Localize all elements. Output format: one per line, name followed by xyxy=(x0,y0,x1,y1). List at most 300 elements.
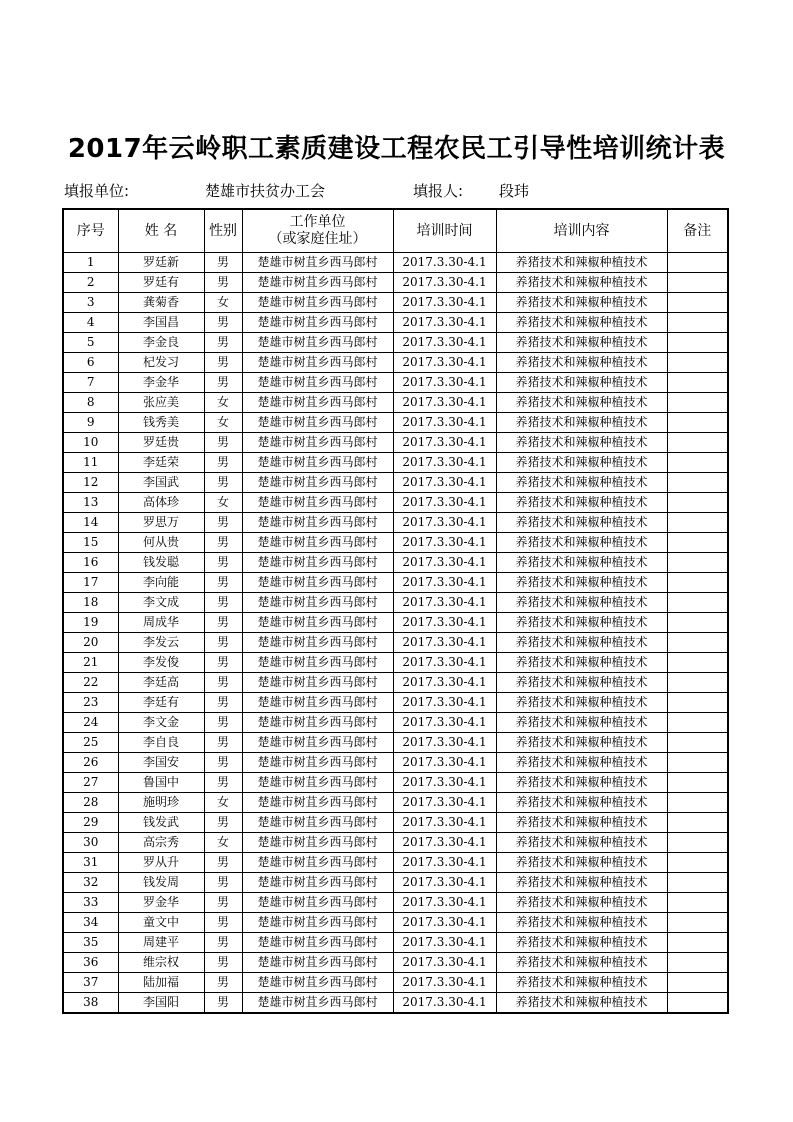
cell-no: 16 xyxy=(63,553,118,573)
cell-unit: 楚雄市树苴乡西马郎村 xyxy=(242,553,393,573)
cell-remark xyxy=(667,473,728,493)
cell-content: 养猪技术和辣椒种植技术 xyxy=(496,413,667,433)
cell-no: 20 xyxy=(63,633,118,653)
table-row xyxy=(63,313,728,333)
cell-remark xyxy=(667,653,728,673)
cell-sex: 男 xyxy=(204,593,242,613)
cell-unit: 楚雄市树苴乡西马郎村 xyxy=(242,773,393,793)
cell-name: 李国安 xyxy=(118,753,204,773)
cell-sex: 男 xyxy=(204,873,242,893)
cell-remark xyxy=(667,353,728,373)
cell-remark xyxy=(667,413,728,433)
cell-name: 童文中 xyxy=(118,913,204,933)
cell-content: 养猪技术和辣椒种植技术 xyxy=(496,633,667,653)
table-row xyxy=(63,293,728,313)
cell-no: 26 xyxy=(63,753,118,773)
cell-remark xyxy=(667,973,728,993)
cell-content: 养猪技术和辣椒种植技术 xyxy=(496,313,667,333)
table-row xyxy=(63,573,728,593)
cell-no: 19 xyxy=(63,613,118,633)
cell-name: 钱秀美 xyxy=(118,413,204,433)
cell-time: 2017.3.30-4.1 xyxy=(393,653,496,673)
table-row xyxy=(63,693,728,713)
table-row xyxy=(63,753,728,773)
cell-unit: 楚雄市树苴乡西马郎村 xyxy=(242,993,393,1014)
cell-content: 养猪技术和辣椒种植技术 xyxy=(496,873,667,893)
cell-name: 陆加福 xyxy=(118,973,204,993)
cell-name: 李文成 xyxy=(118,593,204,613)
cell-content: 养猪技术和辣椒种植技术 xyxy=(496,273,667,293)
cell-content: 养猪技术和辣椒种植技术 xyxy=(496,353,667,373)
cell-no: 27 xyxy=(63,773,118,793)
cell-content: 养猪技术和辣椒种植技术 xyxy=(496,733,667,753)
cell-no: 5 xyxy=(63,333,118,353)
cell-content: 养猪技术和辣椒种植技术 xyxy=(496,673,667,693)
cell-name: 龚菊香 xyxy=(118,293,204,313)
cell-content: 养猪技术和辣椒种植技术 xyxy=(496,473,667,493)
header-no: 序号 xyxy=(63,209,118,253)
table-row xyxy=(63,873,728,893)
cell-time: 2017.3.30-4.1 xyxy=(393,573,496,593)
cell-no: 31 xyxy=(63,853,118,873)
table-row xyxy=(63,633,728,653)
cell-content: 养猪技术和辣椒种植技术 xyxy=(496,753,667,773)
table-row xyxy=(63,973,728,993)
cell-time: 2017.3.30-4.1 xyxy=(393,793,496,813)
cell-sex: 男 xyxy=(204,913,242,933)
cell-no: 8 xyxy=(63,393,118,413)
table-row xyxy=(63,473,728,493)
cell-remark xyxy=(667,493,728,513)
cell-content: 养猪技术和辣椒种植技术 xyxy=(496,893,667,913)
table-row xyxy=(63,993,728,1014)
reporter-label: 填报人: xyxy=(413,182,464,200)
table-row xyxy=(63,833,728,853)
cell-name: 钱发聪 xyxy=(118,553,204,573)
cell-content: 养猪技术和辣椒种植技术 xyxy=(496,973,667,993)
cell-remark xyxy=(667,793,728,813)
cell-time: 2017.3.30-4.1 xyxy=(393,673,496,693)
cell-name: 高体珍 xyxy=(118,493,204,513)
cell-remark xyxy=(667,893,728,913)
cell-no: 15 xyxy=(63,533,118,553)
cell-sex: 男 xyxy=(204,273,242,293)
cell-unit: 楚雄市树苴乡西马郎村 xyxy=(242,753,393,773)
cell-sex: 男 xyxy=(204,433,242,453)
cell-name: 罗金华 xyxy=(118,893,204,913)
cell-content: 养猪技术和辣椒种植技术 xyxy=(496,333,667,353)
cell-sex: 男 xyxy=(204,533,242,553)
cell-remark xyxy=(667,633,728,653)
table-row xyxy=(63,913,728,933)
table-row xyxy=(63,673,728,693)
table-row xyxy=(63,773,728,793)
cell-name: 罗思万 xyxy=(118,513,204,533)
cell-content: 养猪技术和辣椒种植技术 xyxy=(496,853,667,873)
cell-name: 钱发周 xyxy=(118,873,204,893)
cell-unit: 楚雄市树苴乡西马郎村 xyxy=(242,813,393,833)
cell-time: 2017.3.30-4.1 xyxy=(393,313,496,333)
cell-sex: 男 xyxy=(204,953,242,973)
cell-unit: 楚雄市树苴乡西马郎村 xyxy=(242,633,393,653)
table-row xyxy=(63,553,728,573)
cell-time: 2017.3.30-4.1 xyxy=(393,373,496,393)
cell-unit: 楚雄市树苴乡西马郎村 xyxy=(242,533,393,553)
cell-sex: 男 xyxy=(204,993,242,1014)
report-unit-label: 填报单位: xyxy=(64,182,130,200)
cell-content: 养猪技术和辣椒种植技术 xyxy=(496,293,667,313)
cell-name: 高宗秀 xyxy=(118,833,204,853)
table-row xyxy=(63,793,728,813)
cell-content: 养猪技术和辣椒种植技术 xyxy=(496,513,667,533)
cell-remark xyxy=(667,993,728,1014)
cell-content: 养猪技术和辣椒种植技术 xyxy=(496,453,667,473)
cell-sex: 男 xyxy=(204,353,242,373)
cell-unit: 楚雄市树苴乡西马郎村 xyxy=(242,353,393,373)
cell-no: 4 xyxy=(63,313,118,333)
cell-no: 23 xyxy=(63,693,118,713)
cell-remark xyxy=(667,393,728,413)
table-row xyxy=(63,713,728,733)
cell-remark xyxy=(667,293,728,313)
cell-content: 养猪技术和辣椒种植技术 xyxy=(496,613,667,633)
cell-name: 鲁国中 xyxy=(118,773,204,793)
cell-unit: 楚雄市树苴乡西马郎村 xyxy=(242,513,393,533)
cell-remark xyxy=(667,913,728,933)
cell-sex: 男 xyxy=(204,613,242,633)
cell-unit: 楚雄市树苴乡西马郎村 xyxy=(242,473,393,493)
cell-unit: 楚雄市树苴乡西马郎村 xyxy=(242,733,393,753)
cell-unit: 楚雄市树苴乡西马郎村 xyxy=(242,453,393,473)
cell-content: 养猪技术和辣椒种植技术 xyxy=(496,913,667,933)
cell-time: 2017.3.30-4.1 xyxy=(393,293,496,313)
cell-no: 18 xyxy=(63,593,118,613)
cell-sex: 男 xyxy=(204,773,242,793)
cell-content: 养猪技术和辣椒种植技术 xyxy=(496,553,667,573)
cell-content: 养猪技术和辣椒种植技术 xyxy=(496,573,667,593)
cell-unit: 楚雄市树苴乡西马郎村 xyxy=(242,493,393,513)
cell-unit: 楚雄市树苴乡西马郎村 xyxy=(242,833,393,853)
cell-unit: 楚雄市树苴乡西马郎村 xyxy=(242,593,393,613)
cell-content: 养猪技术和辣椒种植技术 xyxy=(496,593,667,613)
cell-no: 21 xyxy=(63,653,118,673)
cell-remark xyxy=(667,773,728,793)
cell-content: 养猪技术和辣椒种植技术 xyxy=(496,533,667,553)
cell-time: 2017.3.30-4.1 xyxy=(393,333,496,353)
report-unit-value: 楚雄市扶贫办工会 xyxy=(205,182,326,200)
cell-time: 2017.3.30-4.1 xyxy=(393,813,496,833)
cell-unit: 楚雄市树苴乡西马郎村 xyxy=(242,293,393,313)
cell-remark xyxy=(667,853,728,873)
cell-name: 李金良 xyxy=(118,333,204,353)
cell-sex: 女 xyxy=(204,393,242,413)
cell-name: 李廷荣 xyxy=(118,453,204,473)
cell-no: 37 xyxy=(63,973,118,993)
cell-sex: 男 xyxy=(204,933,242,953)
cell-name: 李发云 xyxy=(118,633,204,653)
cell-no: 35 xyxy=(63,933,118,953)
cell-name: 李国阳 xyxy=(118,993,204,1014)
cell-remark xyxy=(667,833,728,853)
cell-time: 2017.3.30-4.1 xyxy=(393,553,496,573)
cell-unit: 楚雄市树苴乡西马郎村 xyxy=(242,393,393,413)
cell-name: 周建平 xyxy=(118,933,204,953)
cell-time: 2017.3.30-4.1 xyxy=(393,933,496,953)
cell-remark xyxy=(667,873,728,893)
cell-name: 杞发习 xyxy=(118,353,204,373)
cell-sex: 男 xyxy=(204,313,242,333)
cell-unit: 楚雄市树苴乡西马郎村 xyxy=(242,953,393,973)
header-content: 培训内容 xyxy=(496,209,667,253)
cell-content: 养猪技术和辣椒种植技术 xyxy=(496,693,667,713)
cell-name: 何从贵 xyxy=(118,533,204,553)
cell-no: 17 xyxy=(63,573,118,593)
page-title: 2017年云岭职工素质建设工程农民工引导性培训统计表 xyxy=(67,134,726,164)
cell-content: 养猪技术和辣椒种植技术 xyxy=(496,493,667,513)
cell-sex: 男 xyxy=(204,893,242,913)
cell-name: 李文金 xyxy=(118,713,204,733)
cell-name: 李发俊 xyxy=(118,653,204,673)
cell-remark xyxy=(667,933,728,953)
table-row xyxy=(63,613,728,633)
cell-remark xyxy=(667,333,728,353)
cell-sex: 男 xyxy=(204,753,242,773)
table-row xyxy=(63,453,728,473)
header-unit-line2: （或家庭住址） xyxy=(268,231,367,247)
cell-sex: 男 xyxy=(204,373,242,393)
table-row xyxy=(63,253,728,273)
cell-content: 养猪技术和辣椒种植技术 xyxy=(496,653,667,673)
cell-time: 2017.3.30-4.1 xyxy=(393,493,496,513)
cell-time: 2017.3.30-4.1 xyxy=(393,273,496,293)
cell-no: 38 xyxy=(63,993,118,1014)
cell-content: 养猪技术和辣椒种植技术 xyxy=(496,813,667,833)
cell-unit: 楚雄市树苴乡西马郎村 xyxy=(242,613,393,633)
cell-sex: 男 xyxy=(204,573,242,593)
cell-time: 2017.3.30-4.1 xyxy=(393,253,496,273)
cell-time: 2017.3.30-4.1 xyxy=(393,513,496,533)
cell-unit: 楚雄市树苴乡西马郎村 xyxy=(242,653,393,673)
cell-unit: 楚雄市树苴乡西马郎村 xyxy=(242,853,393,873)
table-row xyxy=(63,393,728,413)
cell-no: 34 xyxy=(63,913,118,933)
header-sex: 性别 xyxy=(204,209,242,253)
cell-sex: 男 xyxy=(204,633,242,653)
cell-remark xyxy=(667,553,728,573)
cell-time: 2017.3.30-4.1 xyxy=(393,473,496,493)
cell-remark xyxy=(667,673,728,693)
cell-time: 2017.3.30-4.1 xyxy=(393,613,496,633)
cell-remark xyxy=(667,813,728,833)
cell-unit: 楚雄市树苴乡西马郎村 xyxy=(242,373,393,393)
cell-unit: 楚雄市树苴乡西马郎村 xyxy=(242,793,393,813)
cell-remark xyxy=(667,713,728,733)
table-row xyxy=(63,413,728,433)
cell-time: 2017.3.30-4.1 xyxy=(393,833,496,853)
cell-unit: 楚雄市树苴乡西马郎村 xyxy=(242,673,393,693)
cell-sex: 女 xyxy=(204,413,242,433)
cell-remark xyxy=(667,513,728,533)
cell-content: 养猪技术和辣椒种植技术 xyxy=(496,373,667,393)
cell-content: 养猪技术和辣椒种植技术 xyxy=(496,953,667,973)
cell-unit: 楚雄市树苴乡西马郎村 xyxy=(242,873,393,893)
cell-time: 2017.3.30-4.1 xyxy=(393,753,496,773)
table-body xyxy=(63,253,728,1014)
table-row xyxy=(63,593,728,613)
table-row xyxy=(63,373,728,393)
cell-no: 24 xyxy=(63,713,118,733)
header-name: 姓 名 xyxy=(118,209,204,253)
cell-no: 12 xyxy=(63,473,118,493)
table-row xyxy=(63,333,728,353)
table-header-row xyxy=(63,209,728,253)
cell-time: 2017.3.30-4.1 xyxy=(393,893,496,913)
cell-time: 2017.3.30-4.1 xyxy=(393,913,496,933)
cell-content: 养猪技术和辣椒种植技术 xyxy=(496,773,667,793)
header-unit xyxy=(242,209,393,253)
cell-unit: 楚雄市树苴乡西马郎村 xyxy=(242,973,393,993)
cell-sex: 女 xyxy=(204,833,242,853)
cell-time: 2017.3.30-4.1 xyxy=(393,993,496,1014)
table-row xyxy=(63,733,728,753)
cell-name: 李自良 xyxy=(118,733,204,753)
cell-sex: 女 xyxy=(204,293,242,313)
cell-time: 2017.3.30-4.1 xyxy=(393,953,496,973)
cell-time: 2017.3.30-4.1 xyxy=(393,633,496,653)
cell-no: 22 xyxy=(63,673,118,693)
cell-name: 李廷高 xyxy=(118,673,204,693)
cell-time: 2017.3.30-4.1 xyxy=(393,433,496,453)
cell-sex: 男 xyxy=(204,653,242,673)
cell-unit: 楚雄市树苴乡西马郎村 xyxy=(242,573,393,593)
cell-no: 33 xyxy=(63,893,118,913)
cell-remark xyxy=(667,693,728,713)
cell-name: 维宗权 xyxy=(118,953,204,973)
cell-time: 2017.3.30-4.1 xyxy=(393,413,496,433)
cell-unit: 楚雄市树苴乡西马郎村 xyxy=(242,313,393,333)
cell-name: 施明珍 xyxy=(118,793,204,813)
cell-unit: 楚雄市树苴乡西马郎村 xyxy=(242,333,393,353)
cell-no: 28 xyxy=(63,793,118,813)
header-time: 培训时间 xyxy=(393,209,496,253)
cell-name: 张应美 xyxy=(118,393,204,413)
cell-time: 2017.3.30-4.1 xyxy=(393,693,496,713)
cell-no: 6 xyxy=(63,353,118,373)
cell-no: 1 xyxy=(63,253,118,273)
cell-sex: 男 xyxy=(204,333,242,353)
cell-no: 29 xyxy=(63,813,118,833)
cell-no: 11 xyxy=(63,453,118,473)
table-row xyxy=(63,893,728,913)
reporter-value: 段玮 xyxy=(499,182,530,200)
cell-no: 36 xyxy=(63,953,118,973)
cell-time: 2017.3.30-4.1 xyxy=(393,773,496,793)
cell-name: 罗廷贵 xyxy=(118,433,204,453)
cell-time: 2017.3.30-4.1 xyxy=(393,973,496,993)
cell-remark xyxy=(667,533,728,553)
cell-sex: 男 xyxy=(204,713,242,733)
cell-remark xyxy=(667,953,728,973)
cell-no: 9 xyxy=(63,413,118,433)
cell-name: 罗廷有 xyxy=(118,273,204,293)
cell-remark xyxy=(667,273,728,293)
cell-remark xyxy=(667,433,728,453)
cell-time: 2017.3.30-4.1 xyxy=(393,713,496,733)
table-row xyxy=(63,933,728,953)
cell-sex: 男 xyxy=(204,693,242,713)
cell-name: 李金华 xyxy=(118,373,204,393)
table-row xyxy=(63,353,728,373)
cell-name: 罗廷新 xyxy=(118,253,204,273)
cell-sex: 男 xyxy=(204,673,242,693)
cell-remark xyxy=(667,613,728,633)
cell-no: 10 xyxy=(63,433,118,453)
cell-remark xyxy=(667,253,728,273)
header-remark: 备注 xyxy=(667,209,728,253)
cell-time: 2017.3.30-4.1 xyxy=(393,393,496,413)
cell-no: 32 xyxy=(63,873,118,893)
cell-sex: 男 xyxy=(204,473,242,493)
training-roster-table xyxy=(62,208,729,1014)
table-row xyxy=(63,493,728,513)
table-row xyxy=(63,433,728,453)
cell-sex: 男 xyxy=(204,813,242,833)
cell-remark xyxy=(667,733,728,753)
table-row xyxy=(63,513,728,533)
cell-remark xyxy=(667,573,728,593)
cell-unit: 楚雄市树苴乡西马郎村 xyxy=(242,713,393,733)
cell-sex: 男 xyxy=(204,553,242,573)
cell-content: 养猪技术和辣椒种植技术 xyxy=(496,993,667,1014)
cell-sex: 女 xyxy=(204,493,242,513)
cell-remark xyxy=(667,313,728,333)
table-row xyxy=(63,533,728,553)
cell-remark xyxy=(667,373,728,393)
cell-sex: 男 xyxy=(204,253,242,273)
cell-sex: 男 xyxy=(204,513,242,533)
cell-unit: 楚雄市树苴乡西马郎村 xyxy=(242,253,393,273)
cell-no: 30 xyxy=(63,833,118,853)
cell-no: 25 xyxy=(63,733,118,753)
cell-content: 养猪技术和辣椒种植技术 xyxy=(496,433,667,453)
cell-time: 2017.3.30-4.1 xyxy=(393,533,496,553)
cell-content: 养猪技术和辣椒种植技术 xyxy=(496,793,667,813)
cell-unit: 楚雄市树苴乡西马郎村 xyxy=(242,893,393,913)
cell-name: 李国昌 xyxy=(118,313,204,333)
cell-no: 3 xyxy=(63,293,118,313)
cell-time: 2017.3.30-4.1 xyxy=(393,853,496,873)
cell-content: 养猪技术和辣椒种植技术 xyxy=(496,933,667,953)
cell-time: 2017.3.30-4.1 xyxy=(393,353,496,373)
cell-unit: 楚雄市树苴乡西马郎村 xyxy=(242,933,393,953)
cell-no: 2 xyxy=(63,273,118,293)
cell-unit: 楚雄市树苴乡西马郎村 xyxy=(242,913,393,933)
cell-content: 养猪技术和辣椒种植技术 xyxy=(496,833,667,853)
table-row xyxy=(63,853,728,873)
cell-sex: 男 xyxy=(204,453,242,473)
table-row xyxy=(63,813,728,833)
cell-remark xyxy=(667,593,728,613)
cell-no: 7 xyxy=(63,373,118,393)
cell-content: 养猪技术和辣椒种植技术 xyxy=(496,393,667,413)
cell-sex: 男 xyxy=(204,853,242,873)
cell-no: 13 xyxy=(63,493,118,513)
cell-remark xyxy=(667,753,728,773)
cell-time: 2017.3.30-4.1 xyxy=(393,873,496,893)
cell-no: 14 xyxy=(63,513,118,533)
cell-name: 李向能 xyxy=(118,573,204,593)
cell-content: 养猪技术和辣椒种植技术 xyxy=(496,253,667,273)
